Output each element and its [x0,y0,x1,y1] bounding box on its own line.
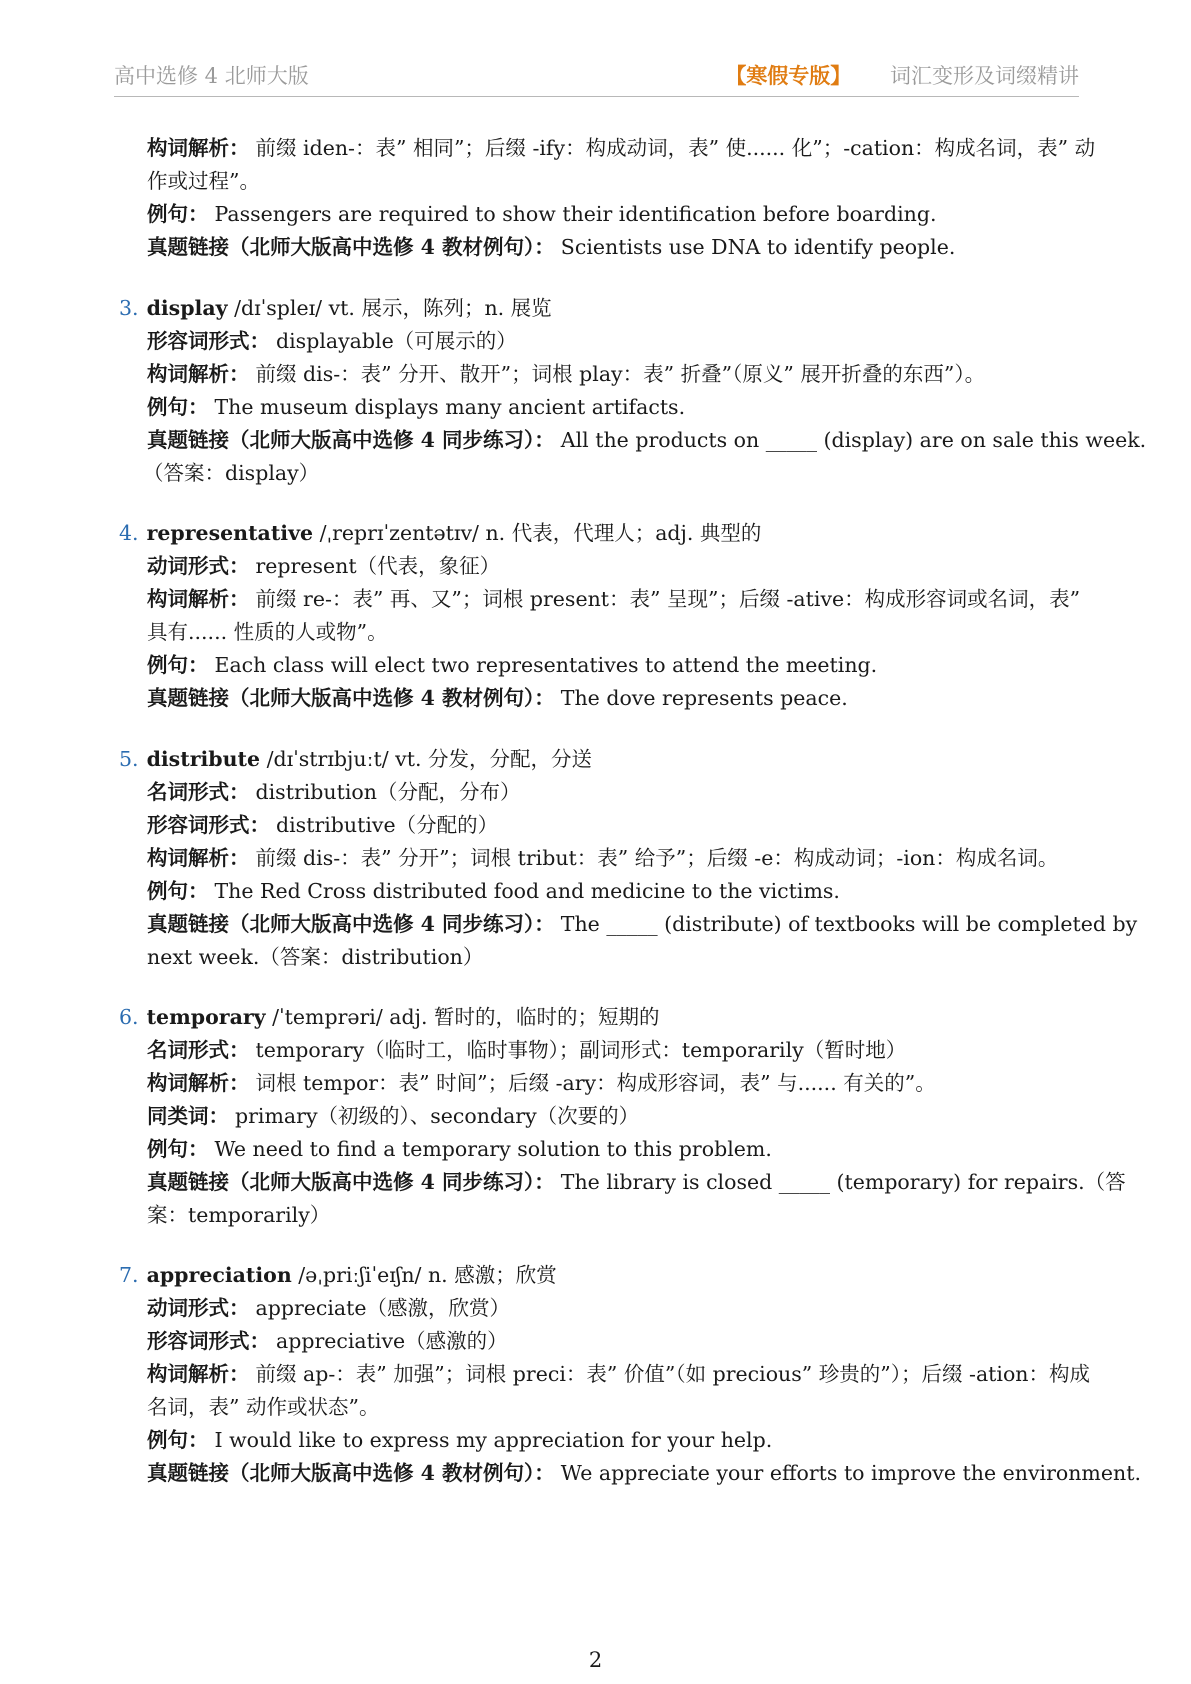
analysis-label: 构词解析： [147,1362,250,1386]
pronunciation-definition: /ˌreprɪˈzentətɪv/ n. 代表，代理人；adj. 典型的 [313,521,762,545]
entry-5-noun [147,777,1082,807]
analysis-text: 前缀 dis-：表” 分开、散开”；词根 play：表” 折叠”（原义” 展开折叠的东西”）。 [255,362,986,386]
link-text: The dove represents peace. [560,686,848,710]
example-label: 例句： [147,1428,209,1452]
analysis-text: 前缀 ap-：表” 加强”；词根 preci：表” 价值”（如 precious” 珍贵的”）；后缀 -ation：构成 [255,1362,1091,1386]
analysis-text: 前缀 re-：表” 再、又”；词根 present：表” 呈现”；后缀 -ative：构成形容词或名词，表” [255,587,1081,611]
analysis-label: 构词解析： [147,846,250,870]
analysis-label: 构词解析： [147,1071,250,1095]
headword: appreciation [146,1263,292,1287]
headword: temporary [146,1005,266,1029]
entry-4-verb [147,551,1082,581]
pronunciation-definition: /dɪˈstrɪbjuːt/ vt. 分发，分配，分送 [260,747,593,771]
entry-3-analysis [147,359,1082,389]
entry-number: 3. [119,296,139,320]
verb-label: 动词形式： [147,554,250,578]
adj-form: displayable（可展示的） [276,329,517,353]
analysis-text: 前缀 iden-：表” 相同”；后缀 -ify：构成动词，表” 使...... 化”；-cation：构成名词，表” 动 [255,136,1096,160]
link-text: Scientists use DNA to identify people. [560,235,956,259]
page-number: 2 [588,1648,603,1672]
prev-analysis-line [147,133,1096,163]
analysis-label: 构词解析： [147,362,250,386]
entry-3-link [147,425,1147,455]
entry-7-verb [147,1293,1082,1323]
verb-label: 动词形式： [147,1296,250,1320]
pronunciation-definition: /dɪˈspleɪ/ vt. 展示，陈列；n. 展览 [227,296,552,320]
example-text: I would like to express my appreciation for your help. [214,1428,773,1452]
adj-form: distributive（分配的） [276,813,499,837]
link-label: 真题链接（北师大版高中选修 4 教材例句）： [147,235,555,259]
example-text: The museum displays many ancient artifacts. [214,395,686,419]
noun-label: 名词形式： [147,1038,250,1062]
link-label: 真题链接（北师大版高中选修 4 同步练习）： [147,428,555,452]
link-label: 真题链接（北师大版高中选修 4 教材例句）： [147,1461,555,1485]
example-text: Passengers are required to show their identification before boarding. [214,202,937,226]
entry-4-analysis [147,584,1082,614]
adj-label: 形容词形式： [147,329,270,353]
adj-label: 形容词形式： [147,1329,270,1353]
link-text: The _____ (distribute) of textbooks will be completed by [560,912,1138,936]
entry-number: 5. [119,747,139,771]
entry-7-head [119,1260,1054,1290]
example-label: 例句： [147,395,209,419]
prev-analysis-cont: 作或过程”。 [147,169,260,193]
entry-4-example [147,650,1082,680]
prev-link-line [147,232,1082,262]
word-forms: temporary（临时工，临时事物）；副词形式：temporarily（暂时地） [255,1038,907,1062]
same-label: 同类词： [147,1104,229,1128]
verb-form: represent（代表，象征） [255,554,501,578]
entry-4-analysis-cont: 具有...... 性质的人或物”。 [147,620,388,644]
example-label: 例句： [147,653,209,677]
entry-6-forms [147,1035,1082,1065]
entry-5-link-cont: next week.（答案：distribution） [147,945,484,969]
entry-3-adj [147,326,1082,356]
headword: representative [146,521,314,545]
headword: distribute [146,747,261,771]
example-text: We need to find a temporary solution to this problem. [214,1137,772,1161]
example-label: 例句： [147,202,209,226]
entry-number: 6. [119,1005,139,1029]
noun-label: 名词形式： [147,780,250,804]
verb-form: appreciate（感激，欣赏） [255,1296,511,1320]
entry-number: 7. [119,1263,139,1287]
example-label: 例句： [147,879,209,903]
header-edition-badge: 【寒假专版】 [725,63,852,88]
example-text: Each class will elect two representatives to attend the meeting. [214,653,878,677]
entry-6-same [147,1101,1082,1131]
entry-7-analysis-cont: 名词，表” 动作或状态”。 [147,1395,380,1419]
example-text: The Red Cross distributed food and medicine to the victims. [214,879,840,903]
analysis-text: 词根 tempor：表” 时间”；后缀 -ary：构成形容词，表” 与...... 有关的”。 [255,1071,936,1095]
analysis-text: 前缀 dis-：表” 分开”；词根 tribut：表” 给予”；后缀 -e：构成动词；-ion：构成名词。 [255,846,1059,870]
link-text: The library is closed _____ (temporary) for repairs.（答 [560,1170,1126,1194]
entry-6-link-cont: 案：temporarily） [147,1203,331,1227]
example-label: 例句： [147,1137,209,1161]
entry-5-head [119,744,1054,774]
entry-7-link [147,1458,1141,1488]
entry-3-example [147,392,1082,422]
link-text: All the products on _____ (display) are on sale this week. [560,428,1147,452]
entry-7-adj [147,1326,1082,1356]
adj-form: appreciative（感激的） [276,1329,508,1353]
header-course: 高中选修 4 北师大版 [114,64,309,88]
noun-form: distribution（分配，分布） [255,780,521,804]
entry-4-head [119,518,1054,548]
entry-number: 4. [119,521,139,545]
analysis-label: 构词解析： [147,136,250,160]
entry-3-head [119,293,1054,323]
entry-4-link [147,683,1082,713]
entry-6-link [147,1167,1126,1197]
entry-5-adj [147,810,1082,840]
entry-6-head [119,1002,1054,1032]
entry-5-link [147,909,1138,939]
analysis-label: 构词解析： [147,587,250,611]
entry-3-answer: （答案：display） [143,461,320,485]
link-text: We appreciate your efforts to improve the environment. [560,1461,1141,1485]
adj-label: 形容词形式： [147,813,270,837]
entry-6-example [147,1134,1082,1164]
pronunciation-definition: /ˈtemprəri/ adj. 暂时的，临时的；短期的 [265,1005,660,1029]
entry-6-analysis [147,1068,1082,1098]
entry-5-example [147,876,1082,906]
entry-7-analysis [147,1359,1091,1389]
same-words: primary（初级的）、secondary（次要的） [235,1104,640,1128]
link-label: 真题链接（北师大版高中选修 4 同步练习）： [147,912,555,936]
entry-5-analysis [147,843,1082,873]
entry-7-example [147,1425,1082,1455]
prev-example-line [147,199,1082,229]
pronunciation-definition: /əˌpriːʃiˈeɪʃn/ n. 感激；欣赏 [291,1263,557,1287]
header-topic: 词汇变形及词缀精讲 [890,64,1079,88]
headword: display [146,296,228,320]
link-label: 真题链接（北师大版高中选修 4 同步练习）： [147,1170,555,1194]
link-label: 真题链接（北师大版高中选修 4 教材例句）： [147,686,555,710]
